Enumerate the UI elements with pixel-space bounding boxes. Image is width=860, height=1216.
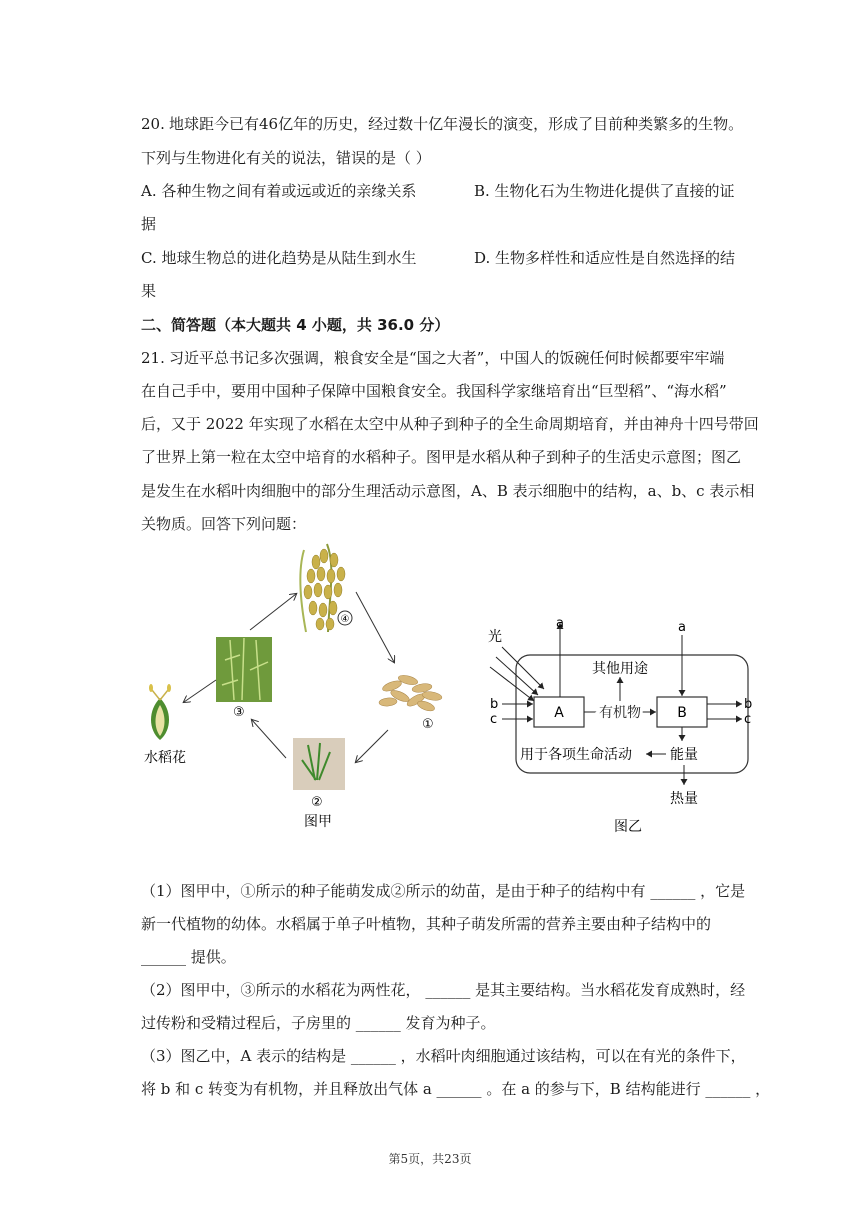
q21-sub3-line1: （3）图乙中，A 表示的结构是 ______ ，水稻叶肉细胞通过该结构，可以在有光的条件下，: [141, 1047, 746, 1065]
q20-option-d-cont: 果: [141, 282, 157, 300]
a-out-label: a: [556, 616, 564, 631]
label-4: ④: [340, 614, 350, 625]
q21-number: 21.: [141, 349, 165, 367]
life-activity-label: 用于各项生命活动: [520, 747, 632, 763]
q21-sub3-line2: 将 b 和 c 转变为有机物，并且释放出气体 a ______ 。在 a 的参与下，B 结构能进行 ______ ，: [141, 1080, 771, 1098]
figure-yi-caption: 图乙: [614, 819, 642, 835]
structure-a-label: A: [554, 705, 564, 721]
label-3: ③: [233, 705, 245, 720]
b-out-label: b: [744, 697, 753, 712]
q21-line4: 了世界上第一粒在太空中培育的水稻种子。图甲是水稻从种子到种子的生活史示意图；图乙: [141, 448, 742, 466]
q21-line1: [141, 348, 724, 368]
organic-label: 有机物: [599, 705, 641, 721]
q20-option-c: C. 地球生物总的进化趋势是从陆生到水生: [141, 249, 417, 267]
q20-option-d: D. 生物多样性和适应性是自然选择的结: [474, 249, 736, 267]
c-in-label: c: [490, 712, 498, 727]
structure-b-label: B: [677, 705, 687, 721]
q21-line2: 在自己手中，要用中国种子保障中国粮食安全。我国科学家继培育出“巨型稻”、“海水稻”: [141, 382, 727, 400]
q20-stem: 地球距今已有46亿年的历史，经过数十亿年漫长的演变，形成了目前种类繁多的生物。: [169, 115, 744, 133]
label-2: ②: [311, 795, 323, 810]
figure-jia: [130, 540, 470, 840]
a-in-label: a: [678, 620, 686, 635]
heat-label: 热量: [670, 791, 698, 807]
q20-option-b: B. 生物化石为生物进化提供了直接的证: [474, 182, 735, 200]
other-use-label: 其他用途: [592, 661, 648, 677]
q20-line2: 下列与生物进化有关的说法，错误的是（ ）: [141, 149, 431, 167]
flower-label: 水稻花: [144, 750, 186, 766]
q21-line5: 是发生在水稻叶肉细胞中的部分生理活动示意图，A、B 表示细胞中的结构，a、b、c 表示相: [141, 482, 755, 500]
label-1: ①: [422, 717, 434, 732]
q21-sub1-line3: ______ 提供。: [141, 948, 236, 966]
q21-sub2-line1: （2）图甲中，③所示的水稻花为两性花， ______ 是其主要结构。当水稻花发育成熟时，经: [141, 981, 746, 999]
q20-number: 20.: [141, 115, 165, 133]
rice-flower-image: [149, 684, 171, 740]
b-in-label: b: [490, 697, 499, 712]
q21-stem-1: 习近平总书记多次强调，粮食安全是“国之大者”，中国人的饭碗任何时候都要牢牢端: [169, 349, 725, 367]
q20-option-b-cont: 据: [141, 215, 157, 233]
page-footer: 第5页，共23页: [388, 1152, 472, 1166]
section-heading: 二、简答题（本大题共 4 小题，共 36.0 分）: [141, 316, 450, 334]
figure-jia-caption: 图甲: [304, 814, 332, 830]
q21-sub1-line1: （1）图甲中，①所示的种子能萌发成②所示的幼苗，是由于种子的结构中有 ______ ，它是: [141, 882, 746, 900]
c-out-label: c: [744, 712, 752, 727]
energy-label: 能量: [670, 747, 698, 763]
q21-line6: 关物质。回答下列问题：: [141, 515, 307, 533]
q21-line3: 后，又于 2022 年实现了水稻在太空中从种子到种子的全生命周期培育，并由神舟十四号带回: [141, 415, 759, 433]
q21-sub2-line2: 过传粉和受精过程后，子房里的 ______ 发育为种子。: [141, 1014, 496, 1032]
figure-yi: [480, 615, 780, 845]
light-label: 光: [488, 629, 502, 645]
seeds-image: [379, 674, 443, 713]
q21-sub1-line2: 新一代植物的幼体。水稻属于单子叶植物，其种子萌发所需的营养主要由种子结构中的: [141, 915, 712, 933]
q20-line1: [141, 114, 743, 134]
q20-option-a: A. 各种生物之间有着或远或近的亲缘关系: [141, 182, 417, 200]
